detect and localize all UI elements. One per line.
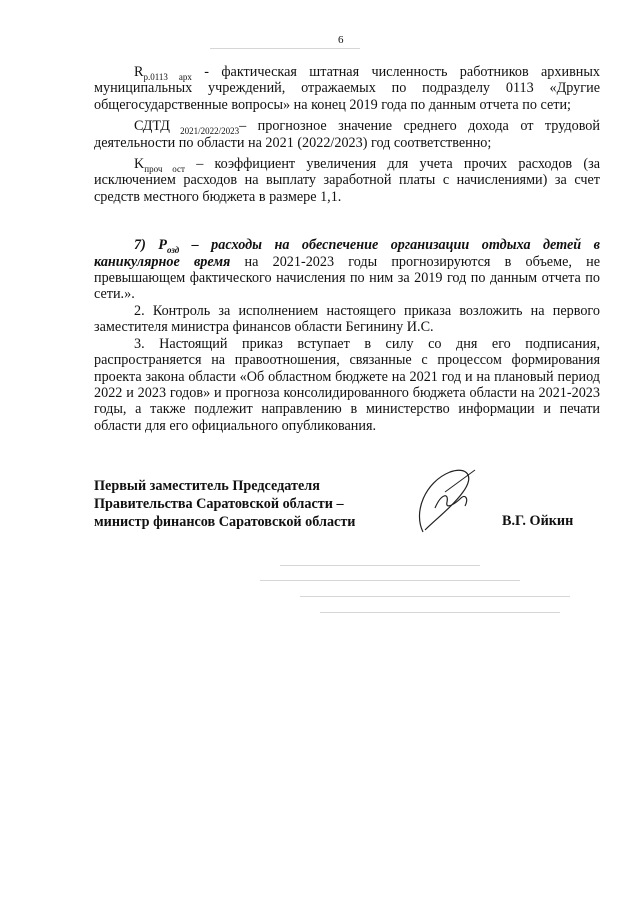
- position-line: министр финансов Саратовской области: [94, 514, 356, 530]
- clause-7: [94, 237, 600, 303]
- clause-7-emphasis: – расходы на обеспечение организации отдыха детей в каникулярное время: [94, 237, 600, 270]
- clause-7-subscript: озд: [166, 245, 180, 256]
- symbol-subscript: проч ост: [144, 163, 185, 174]
- symbol: СДТД: [134, 118, 170, 135]
- dash: –: [239, 118, 258, 135]
- clause-3: 3. Настоящий приказ вступает в силу со дня его подписания, распространяется на правоотношения, связанные с процессом формирования проекта закона области «Об областном бюджете на 2021 год и на плановый период 2022 и 2023 годов» и прогноза консолидированного бюджета области на 2021-2023 годы, а также подлежит направлению в министерство информации и печати области для его официального опубликования.: [94, 335, 600, 434]
- definition-text: фактическая штатная численность работников архивных муниципальных учреждений, отражаемых по подразделу 0113 «Другие общегосударственные вопросы» на конец 2019 года по данным отчета по сети;: [94, 64, 601, 113]
- document-body: [94, 64, 600, 434]
- definition-k-other: [94, 156, 600, 205]
- signer-name: В.Г. Ойкин: [502, 513, 574, 529]
- handwritten-signature: [405, 462, 485, 542]
- position-line: Первый заместитель Председателя: [94, 478, 320, 494]
- page-number: 6: [338, 34, 344, 46]
- clause-7-prefix: 7) P: [134, 237, 167, 254]
- scan-artifact-line: [260, 580, 520, 581]
- definition-r-archive: [94, 64, 600, 113]
- scan-artifact-line: [300, 596, 570, 597]
- position-line: Правительства Саратовской области –: [94, 496, 344, 512]
- dash: -: [191, 64, 222, 80]
- clause-7-text: на 2021-2023 годы прогнозируются в объеме, не превышающем фактического начисления по ним за 2019 год по данным отчета по сети.».: [94, 253, 600, 303]
- scan-artifact-line: [280, 565, 480, 566]
- signature-position: [94, 477, 355, 531]
- definition-text: коэффициент увеличения для учета прочих расходов (за исключением расходов на выплату заработной платы с начислениями) за счет средств местного бюджета в размере 1,1.: [94, 156, 600, 205]
- definition-sdtd: [94, 118, 600, 151]
- symbol: K: [134, 156, 145, 173]
- symbol: R: [134, 64, 144, 80]
- symbol-subscript: р.0113 арх: [143, 71, 192, 82]
- clause-2: 2. Контроль за исполнением настоящего приказа возложить на первого заместителя министра финансов области Бегинину И.С.: [94, 302, 600, 336]
- dash: –: [184, 156, 215, 173]
- scan-artifact-line: [320, 612, 560, 613]
- symbol-subscript: 2021/2022/2023: [169, 126, 240, 137]
- scan-artifact-line: [210, 48, 360, 49]
- definition-text: прогнозное значение среднего дохода от трудовой деятельности по области на 2021 (2022/2023) год соответственно;: [94, 118, 600, 151]
